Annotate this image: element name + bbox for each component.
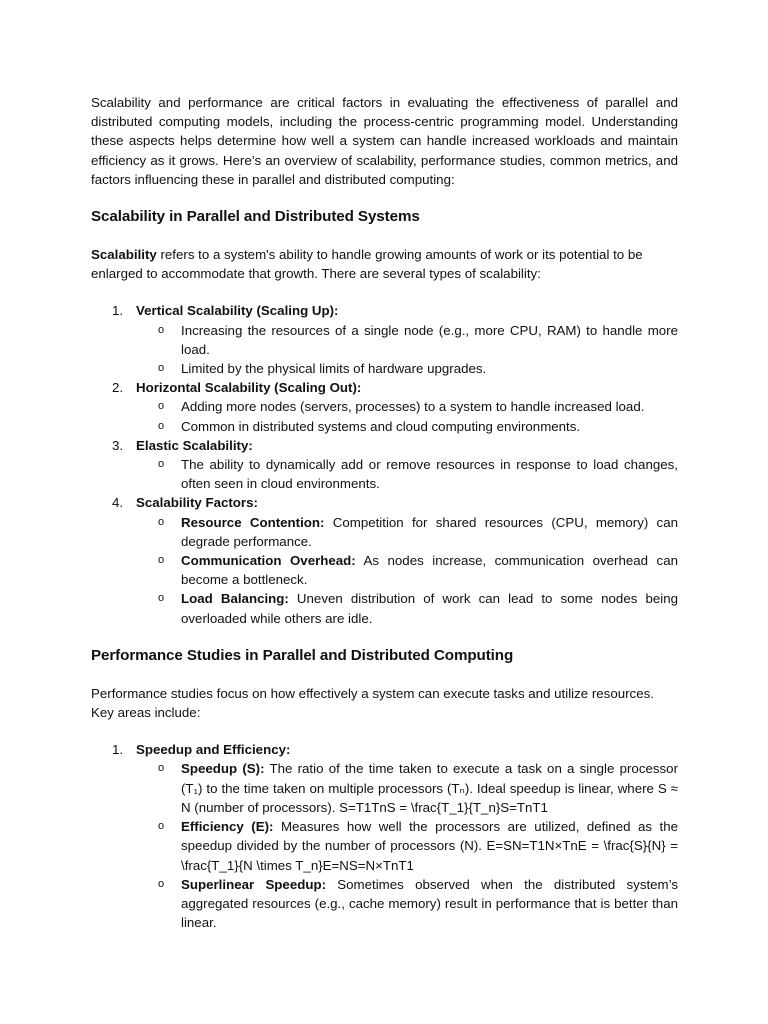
sub-item-text: Uneven distribution of work can lead to some nodes being overloaded while others are idle. [181,591,678,626]
sub-list-item [136,759,678,817]
list-item-title: Horizontal Scalability (Scaling Out): [136,380,362,396]
performance-areas-list [91,740,678,932]
list-item [91,378,678,436]
list-item [91,493,678,627]
bullet-icon: o [158,419,165,432]
bullet-icon: o [158,592,165,605]
bullet-icon: o [158,877,165,890]
list-item [91,436,678,494]
sub-item-term: Load Balancing: [181,591,289,607]
sub-item-text: Increasing the resources of a single node (e.g., more CPU, RAM) to handle more load. [181,322,678,357]
list-item-title: Elastic Scalability: [136,437,253,453]
sub-item-text: As nodes increase, communication overhead can become a bottleneck. [181,553,678,588]
sub-list-item [136,551,678,589]
sub-list [136,513,678,628]
bullet-icon: o [158,458,165,471]
list-item [91,740,678,932]
sub-item-text: Adding more nodes (servers, processes) to a system to handle increased load. [181,399,645,415]
sub-item-text: Common in distributed systems and cloud computing environments. [181,418,581,434]
list-item-title: Speedup and Efficiency: [136,742,291,758]
sub-item-text: Sometimes observed when the distributed system’s aggregated resources (e.g., cache memory) result in performance that is better than linear. [181,876,678,931]
sub-item-text: The ability to dynamically add or remove resources in response to load changes, often seen in cloud environments. [181,457,678,492]
bullet-icon: o [158,400,165,413]
list-number: 4. [112,495,124,511]
performance-lead: Performance studies focus on how effectively a system can execute tasks and utilize resources. Key areas include: [91,685,654,721]
sub-list [136,455,678,493]
scalability-types-list [91,301,678,627]
sub-list-item [136,397,678,416]
sub-item-term: Resource Contention: [181,514,325,530]
bullet-icon: o [158,323,165,336]
sub-item-text: Competition for shared resources (CPU, memory) can degrade performance. [181,514,678,549]
sub-item-term: Communication Overhead: [181,553,356,569]
sub-list-item [136,589,678,627]
list-number: 1. [112,742,124,758]
sub-item-text: Measures how well the processors are utilized, defined as the speedup divided by the number of processors (N). E=SN=T1N×TnE = \frac{S}{N} = \frac{T_1}{N \times T_n}E=NS=N×TnT1 [181,819,679,873]
definition-text: refers to a system's ability to handle growing amounts of work or its potential to be enlarged to accommodate that growth. There are several types of scalability: [91,247,643,282]
sub-item-term: Superlinear Speedup: [181,876,327,892]
sub-list-item [136,321,678,359]
document-body [91,93,678,950]
list-item-title: Vertical Scalability (Scaling Up): [136,303,339,319]
list-item-title: Scalability Factors: [136,495,258,511]
bullet-icon: o [158,820,165,833]
sub-list-item [136,513,678,551]
sub-list-item [136,359,678,378]
sub-list-item [136,417,678,436]
sub-list [136,321,678,379]
sub-item-term: Efficiency (E): [181,819,274,835]
sub-item-text: The ratio of the time taken to execute a task on a single processor (T₁) to the time taken on multiple processors (Tₙ). Ideal speedup is linear, where S ≈ N (number of processors). S=T1TnS = \frac{T_1}{T_n}S=TnT1 [181,761,678,815]
section-heading-scalability: Scalability in Parallel and Distributed Systems [91,208,420,226]
scalability-definition [91,245,678,283]
list-number: 3. [112,437,124,453]
bullet-icon: o [158,515,165,528]
bullet-icon: o [158,762,165,775]
sub-item-text: Limited by the physical limits of hardware upgrades. [181,361,487,377]
list-number: 2. [112,380,124,396]
bullet-icon: o [158,362,165,375]
list-item [91,301,678,378]
term-scalability: Scalability [91,247,157,263]
list-number: 1. [112,303,124,319]
sub-list [136,759,678,932]
bullet-icon: o [158,554,165,567]
sub-item-term: Speedup (S): [181,761,265,777]
sub-list [136,397,678,435]
sub-list-item [136,817,678,875]
section-heading-performance: Performance Studies in Parallel and Distributed Computing [91,646,514,664]
sub-list-item [136,455,678,493]
intro-paragraph: Scalability and performance are critical factors in evaluating the effectiveness of parallel and distributed computing models, including the process-centric programming model. Understanding these aspects helps determine how well a system can handle increased workloads and maintain efficiency as it grows. Here’s an overview of scalability, performance studies, common metrics, and factors influencing these in parallel and distributed computing: [91,95,678,187]
sub-list-item [136,875,678,933]
